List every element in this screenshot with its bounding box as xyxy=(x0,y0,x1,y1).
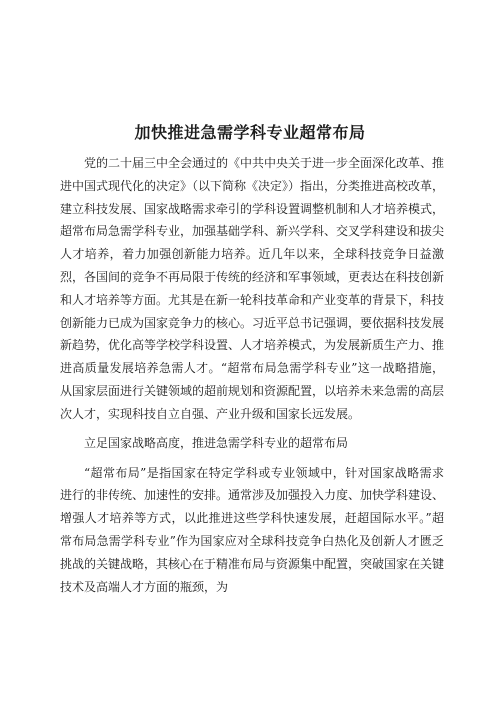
section-heading: 立足国家战略高度，推进急需学科专业的超常布局 xyxy=(84,435,349,450)
body-paragraph: “超常布局”是指国家在特定学科或专业领域中，针对国家战略需求进行的非传统、加速性的安排。通常涉及加强投入力度、加快学科建设、增强人才培养等方式，以此推进这些学科快速发展，赶超国际水平。”超常布局急需学科专业”作为国家应对全球科技竞争白热化及创新人才匮乏挑战的关键战略，其核心在于精准布局与资源集中配置，突破国家在关键技术及高端人才方面的瓶颈，为 xyxy=(60,465,445,594)
body-paragraph: 党的二十届三中全会通过的《中共中央关于进一步全面深化改革、推进中国式现代化的决定》（以下简称《决定》）指出，分类推进高校改革，建立科技发展、国家战略需求牵引的学科设置调整机制和人才培养模式，超常布局急需学科专业，加强基础学科、新兴学科、交叉学科建设和拔尖人才培养，着力加强创新能力培养。近几年以来，全球科技竞争日益激烈，各国间的竞争不再局限于传统的经济和军事领域，更表达在科技创新和人才培养等方面。尤其是在新一轮科技革命和产业变革的背景下，科技创新能力已成为国家竞争力的核心。习近平总书记强调，要依据科技发展新趋势，优化高等学校学科设置、人才培养模式，为发展新质生产力、推进高质量发展培养急需人才。“超常布局急需学科专业”这一战略措施，从国家层面进行关键领域的超前规划和资源配置，以培养未来急需的高层次人才，实现科技自立自强、产业升级和国家长远发展。 xyxy=(60,156,445,421)
document-body xyxy=(60,152,444,598)
document-title: 加快推进急需学科专业超常布局 xyxy=(134,123,366,142)
